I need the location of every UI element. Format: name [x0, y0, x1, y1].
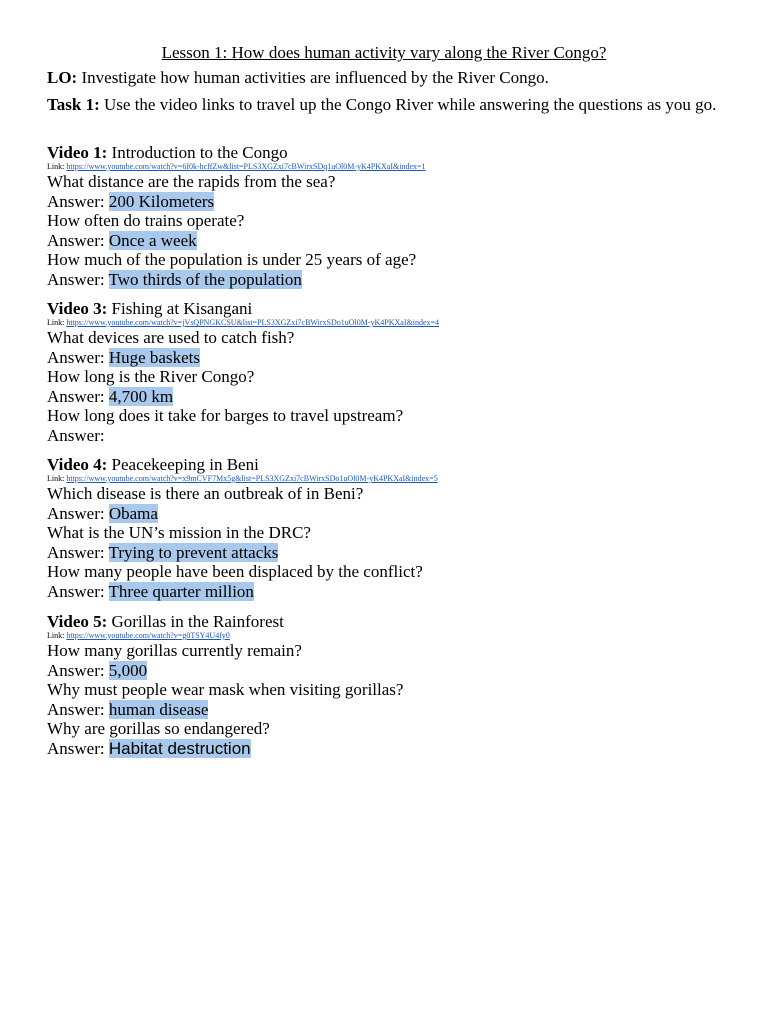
- video-5-section: [47, 612, 727, 758]
- answer-line: [47, 270, 727, 290]
- answer-line: [47, 504, 727, 524]
- video-1-link[interactable]: https://www.youtube.com/watch?v=6f0k-hcffZw&list=PLS3XGZxi7cBWirxSDq1uOl0M-yK4PKXaI&index=1: [66, 162, 426, 171]
- question: Why must people wear mask when visiting gorillas?: [47, 680, 404, 699]
- task-text: Use the video links to travel up the Congo River while answering the questions as you go.: [99, 95, 717, 114]
- answer-label: Answer:: [47, 738, 109, 758]
- answer-text: 200 Kilometers: [108, 191, 215, 211]
- video-3-section: [47, 299, 727, 445]
- lo-label: LO:: [47, 68, 78, 87]
- task-instructions: [47, 95, 727, 115]
- video-5-link[interactable]: https://www.youtube.com/watch?v=g0TSY4U4fy0: [66, 631, 230, 640]
- video-heading: [47, 455, 727, 474]
- answer-line: [47, 426, 727, 446]
- answer-text: Obama: [108, 503, 158, 523]
- answer-line: [47, 231, 727, 251]
- answer-line: [47, 739, 727, 759]
- link-label: Link:: [47, 474, 67, 483]
- answer-label: Answer:: [47, 269, 109, 289]
- video-title: Gorillas in the Rainforest: [107, 612, 284, 631]
- page-title: Lesson 1: How does human activity vary along the River Congo?: [161, 43, 607, 62]
- answer-text: 5,000: [108, 660, 148, 680]
- answer-label: Answer:: [47, 347, 109, 367]
- answer-line: [47, 582, 727, 602]
- answer-label: Answer:: [47, 581, 109, 601]
- task-label: Task 1:: [47, 95, 100, 114]
- answer-text: Three quarter million: [108, 581, 254, 601]
- question: How much of the population is under 25 years of age?: [47, 250, 417, 269]
- question: What distance are the rapids from the sea?: [47, 172, 336, 191]
- video-label: Video 5:: [47, 612, 108, 631]
- answer-label: Answer:: [47, 699, 109, 719]
- answer-label: Answer:: [47, 503, 109, 523]
- link-label: Link:: [47, 318, 67, 327]
- video-label: Video 3:: [47, 299, 108, 318]
- link-label: Link:: [47, 162, 67, 171]
- video-link-line: [47, 631, 727, 641]
- video-heading: [47, 299, 727, 318]
- answer-line: [47, 700, 727, 720]
- question: How many people have been displaced by the conflict?: [47, 562, 423, 581]
- answer-text: 4,700 km: [108, 386, 174, 406]
- answer-line: [47, 192, 727, 212]
- question: How many gorillas currently remain?: [47, 641, 302, 660]
- answer-line: [47, 661, 727, 681]
- learning-objective: [47, 68, 727, 88]
- lo-text: Investigate how human activities are influenced by the River Congo.: [77, 68, 549, 87]
- video-link-line: [47, 474, 727, 484]
- question: Which disease is there an outbreak of in Beni?: [47, 484, 364, 503]
- question: How often do trains operate?: [47, 211, 245, 230]
- video-title: Introduction to the Congo: [107, 143, 288, 162]
- link-label: Link:: [47, 631, 67, 640]
- answer-text: human disease: [108, 699, 209, 719]
- video-1-section: [47, 143, 727, 289]
- answer-line: [47, 543, 727, 563]
- video-4-section: [47, 455, 727, 601]
- video-title: Fishing at Kisangani: [107, 299, 253, 318]
- answer-text: Once a week: [108, 230, 197, 250]
- answer-line: [47, 348, 727, 368]
- video-4-link[interactable]: https://www.youtube.com/watch?v=x9mCVF7Mx5g&list=PLS3XGZxi7cBWirxSDo1uOl0M-yK4PKXaI&index=5: [66, 474, 438, 483]
- answer-text: Huge baskets: [108, 347, 200, 367]
- video-label: Video 1:: [47, 143, 108, 162]
- video-title: Peacekeeping in Beni: [107, 455, 259, 474]
- video-3-link[interactable]: https://www.youtube.com/watch?v=jVsQPNGKCSU&list=PLS3XGZxi7cBWirxSDo1uOl0M-yK4PKXaI&index=4: [66, 318, 440, 327]
- answer-text: Two thirds of the population: [108, 269, 302, 289]
- answer-label: Answer:: [47, 230, 109, 250]
- video-heading: [47, 143, 727, 162]
- answer-label: Answer:: [47, 386, 109, 406]
- video-link-line: [47, 162, 727, 172]
- answer-label: Answer:: [47, 191, 109, 211]
- answer-label: Answer:: [47, 425, 105, 445]
- question: How long is the River Congo?: [47, 367, 255, 386]
- question: What is the UN’s mission in the DRC?: [47, 523, 311, 542]
- answer-text: Trying to prevent attacks: [108, 542, 279, 562]
- question: What devices are used to catch fish?: [47, 328, 295, 347]
- video-label: Video 4:: [47, 455, 108, 474]
- answer-label: Answer:: [47, 660, 109, 680]
- video-link-line: [47, 318, 727, 328]
- question: How long does it take for barges to travel upstream?: [47, 406, 404, 425]
- question: Why are gorillas so endangered?: [47, 719, 270, 738]
- video-heading: [47, 612, 727, 631]
- answer-label: Answer:: [47, 542, 109, 562]
- answer-line: [47, 387, 727, 407]
- answer-text: Habitat destruction: [108, 738, 251, 758]
